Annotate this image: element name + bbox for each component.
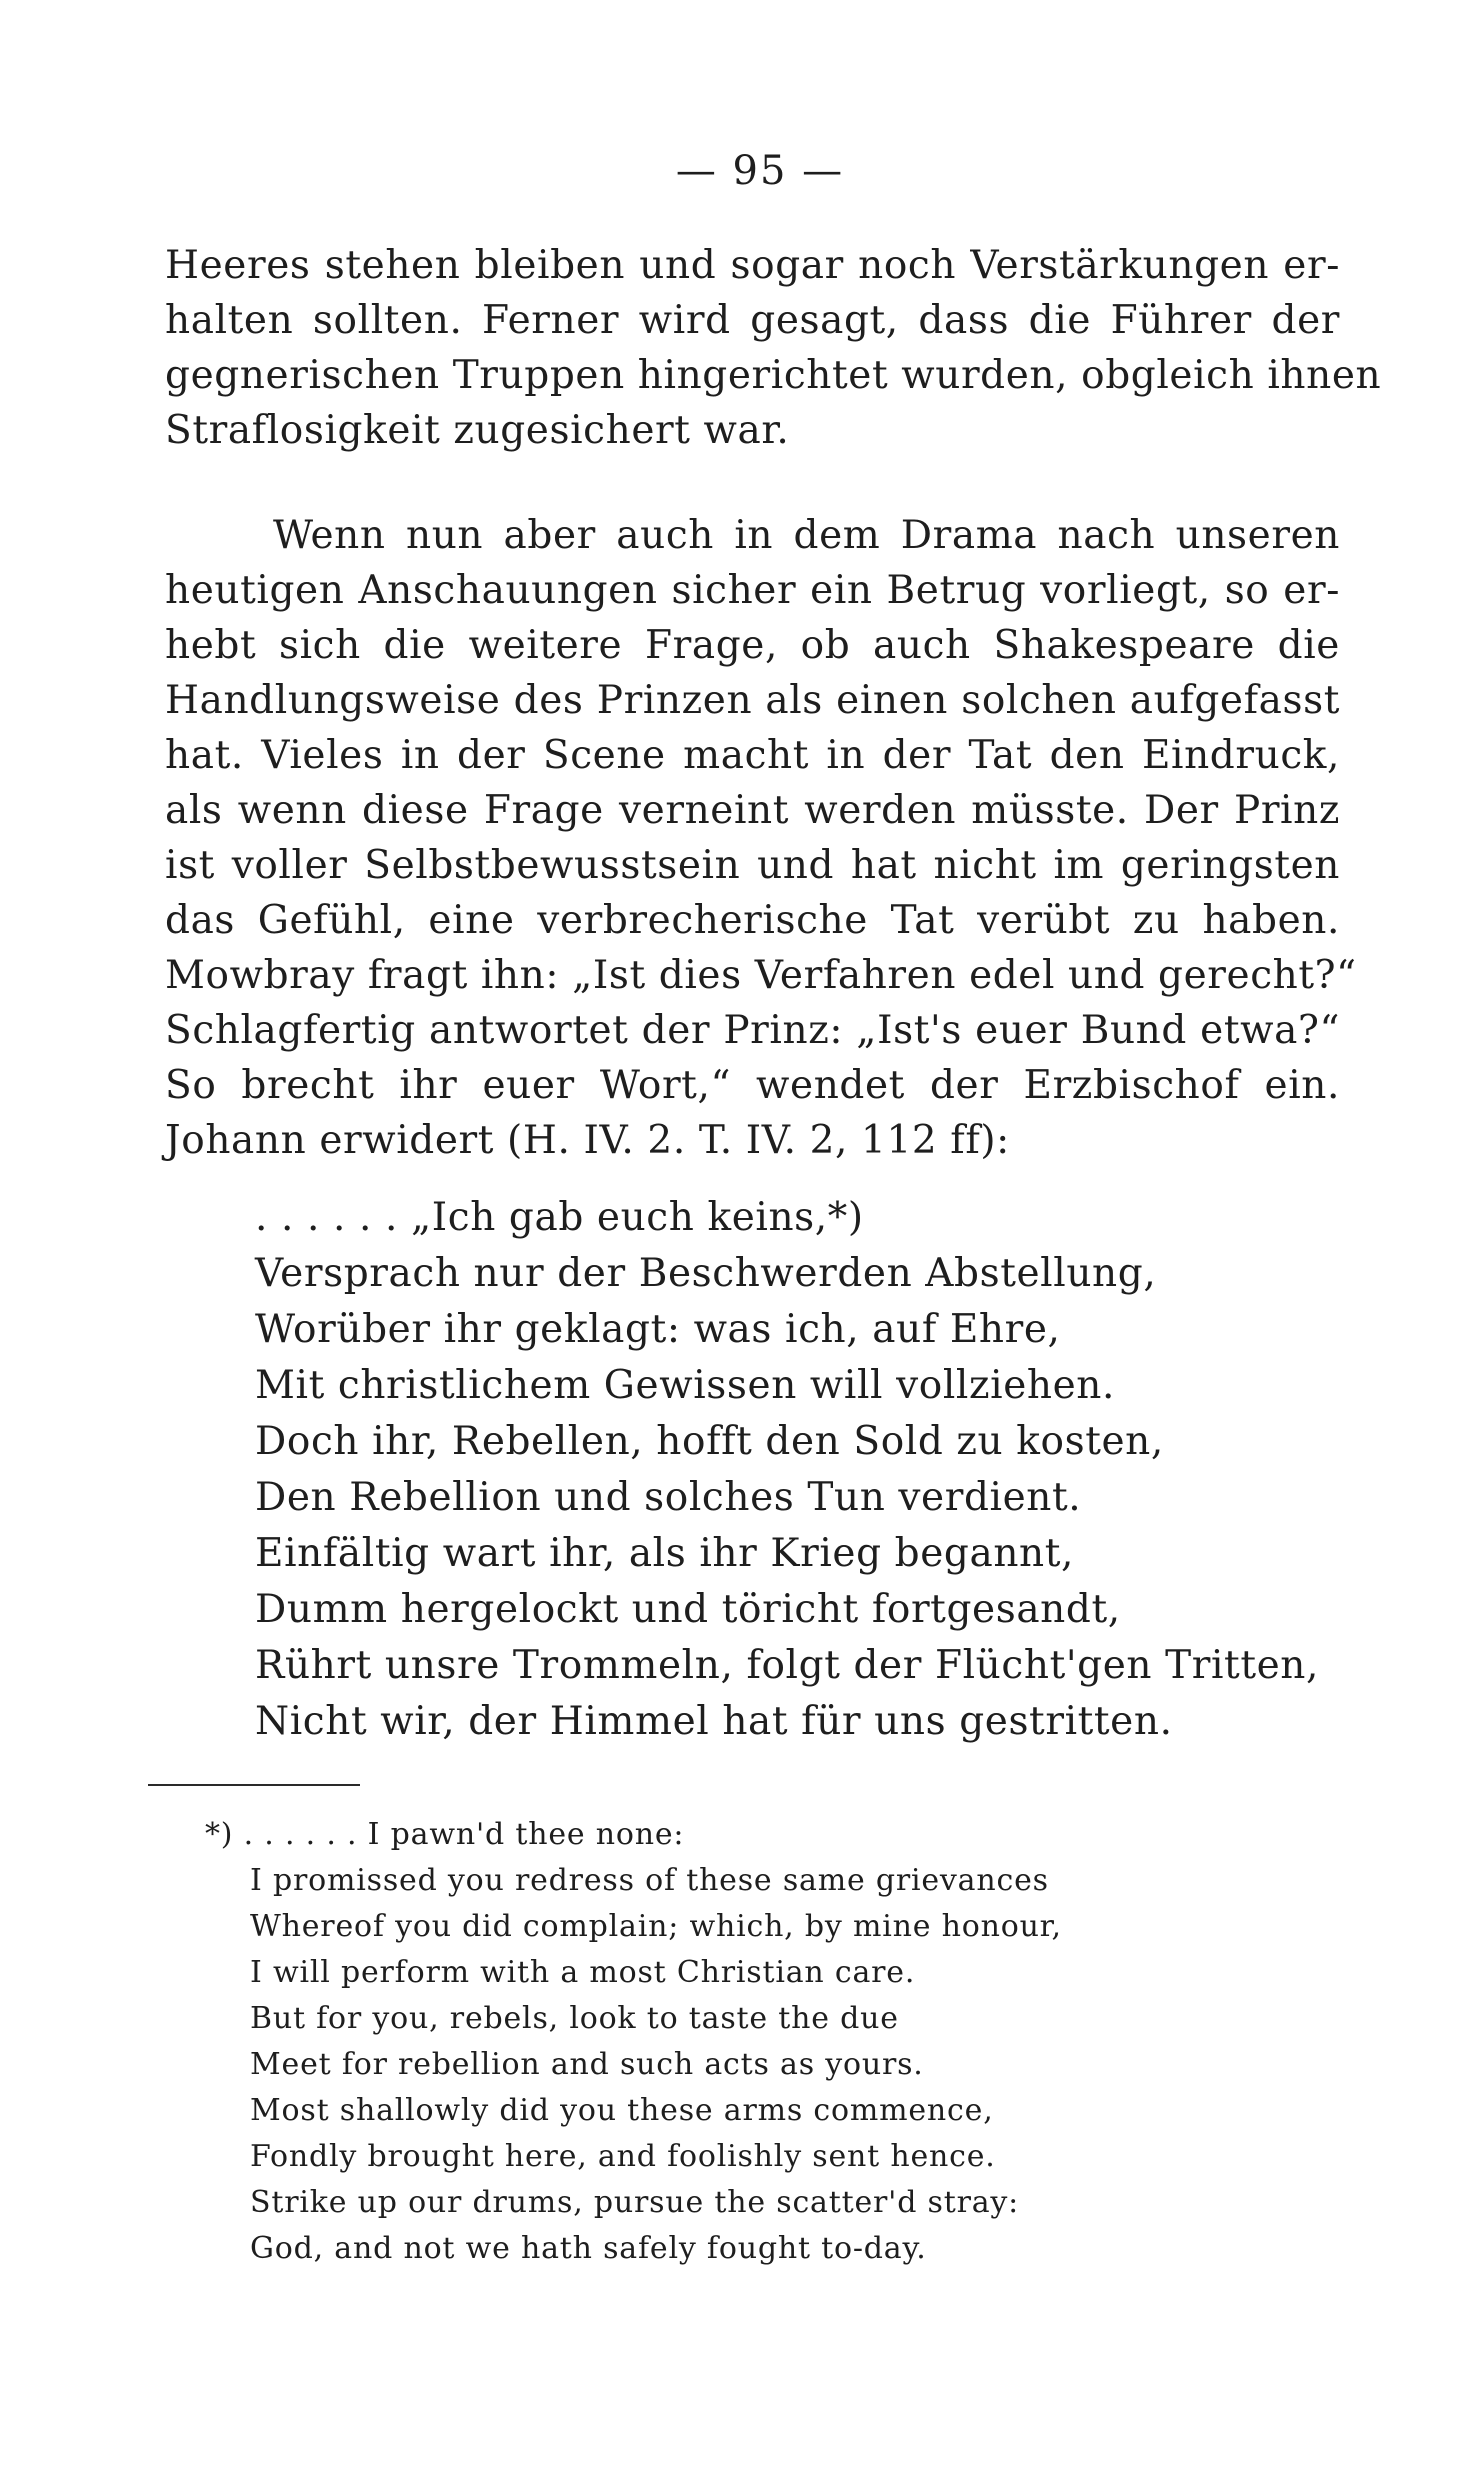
text-line: heutigen Anschauungen sicher ein Betrug vorliegt, so er-	[165, 568, 1340, 613]
text-line: als wenn diese Frage verneint werden müsste. Der Prinz	[165, 788, 1340, 833]
verse-quotation	[255, 1190, 1355, 1750]
footnote-line: Strike up our drums, pursue the scatter'd stray:	[250, 2185, 1020, 2220]
footnote-line: Meet for rebellion and such acts as yours.	[250, 2047, 924, 2082]
text-line: hat. Vieles in der Scene macht in der Tat den Eindruck,	[165, 733, 1340, 778]
text-line: Handlungsweise des Prinzen als einen solchen aufgefasst	[165, 678, 1340, 723]
text-line: das Gefühl, eine verbrecherische Tat verübt zu haben.	[165, 898, 1340, 943]
paragraph-2	[165, 508, 1357, 1168]
verse-line: Nicht wir, der Himmel hat für uns gestritten.	[255, 1699, 1173, 1744]
verse-line: Einfältig wart ihr, als ihr Krieg begannt,	[255, 1531, 1075, 1576]
footnote-line: God, and not we hath safely fought to-day.	[250, 2231, 927, 2266]
footnote-line: I promissed you redress of these same grievances	[250, 1863, 1049, 1898]
footnote-line: Fondly brought here, and foolishly sent hence.	[250, 2139, 996, 2174]
text-line: Johann erwidert (H. IV. 2. T. IV. 2, 112 ff):	[165, 1118, 1010, 1163]
verse-line: Doch ihr, Rebellen, hofft den Sold zu kosten,	[255, 1419, 1164, 1464]
footnote-line: *) . . . . . . I pawn'd thee none:	[205, 1817, 685, 1852]
paragraph-1	[165, 238, 1382, 458]
verse-line: Versprach nur der Beschwerden Abstellung,	[255, 1251, 1157, 1296]
verse-line: Mit christlichem Gewissen will vollziehen.	[255, 1363, 1115, 1408]
text-line: Heeres stehen bleiben und sogar noch Verstärkungen er-	[165, 243, 1340, 288]
verse-line: Den Rebellion und solches Tun verdient.	[255, 1475, 1082, 1520]
verse-line: Rührt unsre Trommeln, folgt der Flücht'gen Tritten,	[255, 1643, 1319, 1688]
text-line: halten sollten. Ferner wird gesagt, dass die Führer der	[165, 298, 1340, 343]
text-line: Schlagfertig antwortet der Prinz: „Ist's euer Bund etwa?“	[165, 1008, 1340, 1053]
text-line: gegnerischen Truppen hingerichtet wurden, obgleich ihnen	[165, 353, 1382, 398]
footnote-divider	[148, 1784, 360, 1786]
footnote-line: I will perform with a most Christian care.	[250, 1955, 916, 1990]
text-line: So brecht ihr euer Wort,“ wendet der Erzbischof ein.	[165, 1063, 1340, 1108]
verse-line: Worüber ihr geklagt: was ich, auf Ehre,	[255, 1307, 1061, 1352]
footnote-line: Whereof you did complain; which, by mine honour,	[250, 1909, 1062, 1944]
verse-line: . . . . . . „Ich gab euch keins,*)	[255, 1195, 864, 1240]
text-line: hebt sich die weitere Frage, ob auch Shakespeare die	[165, 623, 1340, 668]
footnote-line: Most shallowly did you these arms commence,	[250, 2093, 994, 2128]
footnote-line: But for you, rebels, look to taste the due	[250, 2001, 899, 2036]
text-line: ist voller Selbstbewusstsein und hat nicht im geringsten	[165, 843, 1340, 888]
text-line: Wenn nun aber auch in dem Drama nach unseren	[273, 513, 1340, 558]
footnote	[205, 1812, 1205, 2272]
verse-line: Dumm hergelockt und töricht fortgesandt,	[255, 1587, 1121, 1632]
page-number: — 95 —	[675, 148, 845, 194]
text-line: Straflosigkeit zugesichert war.	[165, 408, 790, 453]
text-line: Mowbray fragt ihn: „Ist dies Verfahren edel und gerecht?“	[165, 953, 1357, 998]
